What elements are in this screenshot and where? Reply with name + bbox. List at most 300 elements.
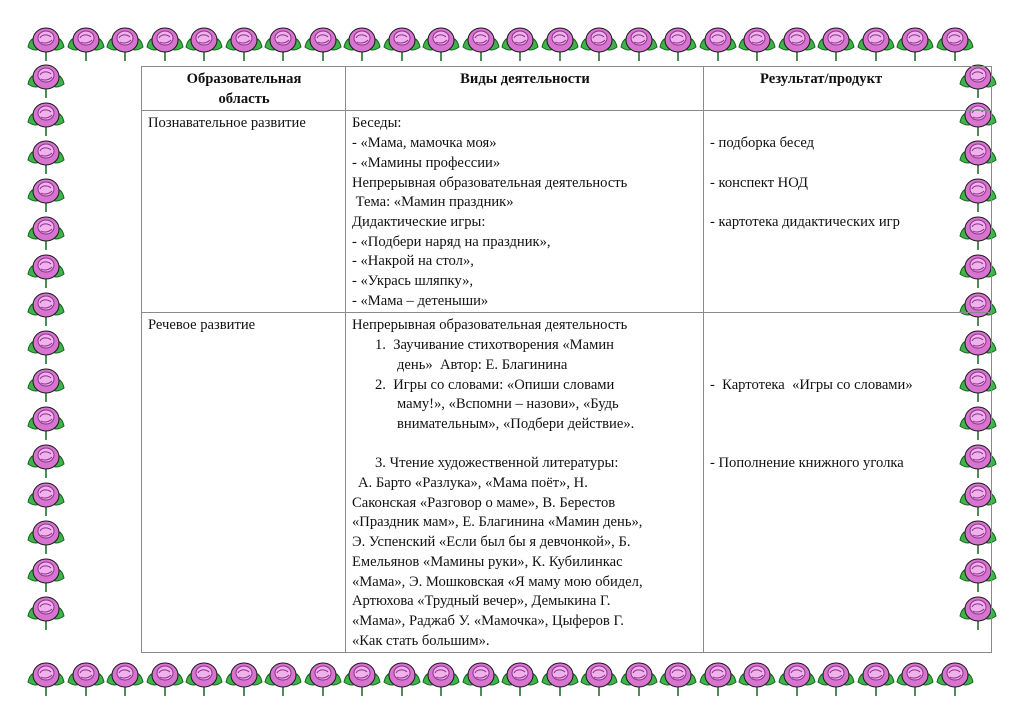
leaf-shape bbox=[423, 38, 437, 50]
rose-petals bbox=[902, 663, 928, 687]
rose-petals bbox=[270, 663, 296, 687]
pink-rose-icon bbox=[28, 445, 64, 478]
leaf-shape bbox=[107, 38, 121, 50]
rose-petals bbox=[823, 663, 849, 687]
pink-rose-icon bbox=[28, 559, 64, 592]
leaf-shape bbox=[129, 673, 143, 685]
rose-petals-inner bbox=[789, 31, 805, 45]
pink-rose-icon bbox=[937, 28, 973, 61]
cell-area bbox=[142, 313, 346, 653]
header-text: область bbox=[218, 90, 270, 107]
leaf-shape bbox=[603, 38, 617, 50]
pink-rose-icon bbox=[739, 28, 775, 61]
leaf-shape bbox=[643, 38, 657, 50]
leaf-shape bbox=[287, 673, 301, 685]
pink-rose-icon bbox=[107, 28, 143, 61]
rose-swirl bbox=[633, 670, 645, 678]
rose-petals bbox=[73, 663, 99, 687]
table-header-row bbox=[142, 67, 992, 111]
pink-rose-icon bbox=[384, 663, 420, 696]
spacer bbox=[710, 395, 986, 415]
leaf-shape bbox=[502, 38, 516, 50]
leaf-shape bbox=[818, 673, 832, 685]
leaf-shape bbox=[50, 493, 64, 505]
reading-line: Артюхова «Трудный вечер», Демыкина Г. bbox=[352, 593, 611, 610]
pink-rose-icon bbox=[28, 217, 64, 250]
leaf-shape bbox=[28, 113, 42, 125]
rose-swirl bbox=[712, 35, 724, 43]
rose-petals bbox=[705, 663, 731, 687]
leaf-shape bbox=[147, 673, 161, 685]
pink-rose-icon bbox=[700, 28, 736, 61]
rose-petals-inner bbox=[117, 31, 133, 45]
leaf-shape bbox=[880, 38, 894, 50]
rose-petals-inner bbox=[38, 410, 54, 424]
rose-petals bbox=[152, 28, 178, 52]
leaf-shape bbox=[50, 151, 64, 163]
leaf-shape bbox=[779, 673, 793, 685]
cell-results bbox=[704, 111, 992, 313]
leaf-shape bbox=[682, 38, 696, 50]
rose-petals bbox=[231, 663, 257, 687]
rose-swirl bbox=[870, 670, 882, 678]
leaf-shape bbox=[700, 673, 714, 685]
activity-line: Дидактические игры: bbox=[352, 213, 486, 230]
rose-swirl bbox=[40, 224, 52, 232]
rose-petals-inner bbox=[196, 666, 212, 680]
activities-table bbox=[141, 66, 992, 653]
leaf-shape bbox=[581, 38, 595, 50]
table-row-speech-development bbox=[142, 313, 992, 653]
pink-rose-icon bbox=[897, 28, 933, 61]
rose-petals-inner bbox=[433, 666, 449, 680]
rose-petals-inner bbox=[473, 31, 489, 45]
pink-rose-icon bbox=[739, 663, 775, 696]
rose-swirl bbox=[159, 35, 171, 43]
pink-rose-icon bbox=[68, 663, 104, 696]
rose-petals bbox=[152, 663, 178, 687]
activity-line: - «Накрой на стол», bbox=[352, 253, 474, 270]
leaf-shape bbox=[682, 673, 696, 685]
leaf-shape bbox=[524, 38, 538, 50]
pink-rose-icon bbox=[265, 28, 301, 61]
rose-swirl bbox=[356, 670, 368, 678]
rose-petals bbox=[428, 28, 454, 52]
pink-rose-icon bbox=[463, 28, 499, 61]
leaf-shape bbox=[305, 673, 319, 685]
reading-line: «Праздник мам», Е. Благинина «Мамин день», bbox=[352, 514, 643, 531]
leaf-shape bbox=[28, 673, 42, 685]
activity-line: Беседы: bbox=[352, 115, 402, 132]
pink-rose-icon bbox=[818, 663, 854, 696]
spacer bbox=[710, 415, 986, 435]
pink-rose-icon bbox=[265, 663, 301, 696]
rose-petals-inner bbox=[38, 486, 54, 500]
leaf-shape bbox=[28, 493, 42, 505]
rose-swirl bbox=[949, 35, 961, 43]
leaf-shape bbox=[208, 38, 222, 50]
cell-activities bbox=[346, 111, 704, 313]
area-label: Речевое развитие bbox=[148, 317, 256, 334]
rose-petals-inner bbox=[38, 524, 54, 538]
rose-petals bbox=[33, 559, 59, 583]
area-label: Познавательное развитие bbox=[148, 115, 306, 132]
pink-rose-icon bbox=[28, 663, 64, 696]
rose-petals-inner bbox=[157, 666, 173, 680]
leaf-shape bbox=[603, 673, 617, 685]
leaf-shape bbox=[542, 38, 556, 50]
rose-petals-inner bbox=[433, 31, 449, 45]
rose-swirl bbox=[40, 148, 52, 156]
rose-petals-inner bbox=[38, 31, 54, 45]
pink-rose-icon bbox=[28, 65, 64, 98]
rose-swirl bbox=[40, 452, 52, 460]
rose-swirl bbox=[40, 262, 52, 270]
rose-petals-inner bbox=[749, 31, 765, 45]
rose-swirl bbox=[396, 35, 408, 43]
rose-petals-inner bbox=[38, 220, 54, 234]
rose-petals-inner bbox=[907, 31, 923, 45]
result-line: - картотека дидактических игр bbox=[710, 213, 900, 230]
rose-swirl bbox=[40, 376, 52, 384]
pink-rose-icon bbox=[28, 369, 64, 402]
leaf-shape bbox=[265, 673, 279, 685]
rose-swirl bbox=[909, 35, 921, 43]
pink-rose-icon bbox=[28, 407, 64, 440]
rose-petals-inner bbox=[117, 666, 133, 680]
cell-results bbox=[704, 313, 992, 653]
leaf-shape bbox=[28, 227, 42, 239]
rose-petals-inner bbox=[315, 666, 331, 680]
leaf-shape bbox=[248, 673, 262, 685]
rose-petals bbox=[33, 597, 59, 621]
pink-rose-icon bbox=[423, 663, 459, 696]
rose-swirl bbox=[80, 670, 92, 678]
header-text: Результат/продукт bbox=[760, 71, 883, 87]
rose-petals-inner bbox=[591, 31, 607, 45]
rose-petals-inner bbox=[670, 666, 686, 680]
rose-petals-inner bbox=[394, 666, 410, 680]
rose-petals bbox=[33, 483, 59, 507]
rose-petals bbox=[863, 663, 889, 687]
rose-petals bbox=[33, 65, 59, 89]
leaf-shape bbox=[524, 673, 538, 685]
leaf-shape bbox=[406, 673, 420, 685]
numbered-item-cont: внимательным», «Подбери действие». bbox=[397, 415, 635, 432]
rose-petals bbox=[586, 28, 612, 52]
pink-rose-icon bbox=[423, 28, 459, 61]
header-text: Образовательная bbox=[186, 71, 302, 87]
pink-rose-icon bbox=[147, 663, 183, 696]
leaf-shape bbox=[90, 673, 104, 685]
rose-petals bbox=[231, 28, 257, 52]
rose-petals bbox=[33, 179, 59, 203]
leaf-shape bbox=[50, 303, 64, 315]
activity-line: Непрерывная образовательная деятельность bbox=[352, 317, 628, 334]
spacer bbox=[710, 193, 986, 213]
rose-petals bbox=[33, 521, 59, 545]
rose-swirl bbox=[791, 670, 803, 678]
rose-petals bbox=[744, 28, 770, 52]
leaf-shape bbox=[502, 673, 516, 685]
activity-line: Тема: «Мамин праздник» bbox=[352, 194, 514, 211]
leaf-shape bbox=[406, 38, 420, 50]
leaf-shape bbox=[897, 38, 911, 50]
leaf-shape bbox=[28, 265, 42, 277]
leaf-shape bbox=[50, 673, 64, 685]
rose-swirl bbox=[554, 35, 566, 43]
rose-swirl bbox=[751, 670, 763, 678]
leaf-shape bbox=[305, 38, 319, 50]
rose-petals-inner bbox=[275, 666, 291, 680]
rose-petals bbox=[942, 663, 968, 687]
rose-swirl bbox=[159, 670, 171, 678]
rose-petals-inner bbox=[907, 666, 923, 680]
leaf-shape bbox=[564, 38, 578, 50]
reading-line: «Мама», Раджаб У. «Мамочка», Цыферов Г. bbox=[352, 612, 624, 629]
leaf-shape bbox=[937, 673, 951, 685]
reading-line: Емельянов «Мамины руки», К. Кубилинкас bbox=[352, 553, 623, 570]
rose-petals-inner bbox=[38, 68, 54, 82]
leaf-shape bbox=[739, 673, 753, 685]
rose-petals-inner bbox=[591, 666, 607, 680]
rose-swirl bbox=[238, 35, 250, 43]
rose-petals bbox=[468, 663, 494, 687]
rose-petals bbox=[33, 103, 59, 127]
rose-swirl bbox=[712, 670, 724, 678]
rose-petals-inner bbox=[512, 666, 528, 680]
activity-line: - «Мамины профессии» bbox=[352, 154, 501, 171]
pink-rose-icon bbox=[28, 141, 64, 174]
rose-petals bbox=[112, 663, 138, 687]
rose-petals-inner bbox=[157, 31, 173, 45]
rose-petals bbox=[310, 28, 336, 52]
leaf-shape bbox=[50, 569, 64, 581]
rose-swirl bbox=[198, 670, 210, 678]
rose-swirl bbox=[198, 35, 210, 43]
rose-petals-inner bbox=[789, 666, 805, 680]
rose-swirl bbox=[830, 35, 842, 43]
leaf-shape bbox=[50, 607, 64, 619]
rose-petals bbox=[942, 28, 968, 52]
leaf-shape bbox=[485, 673, 499, 685]
pink-rose-icon bbox=[28, 597, 64, 630]
rose-petals bbox=[33, 255, 59, 279]
header-result-product bbox=[704, 67, 992, 111]
leaf-shape bbox=[28, 417, 42, 429]
leaf-shape bbox=[840, 673, 854, 685]
rose-petals bbox=[626, 28, 652, 52]
rose-swirl bbox=[80, 35, 92, 43]
rose-petals bbox=[33, 331, 59, 355]
leaf-shape bbox=[643, 673, 657, 685]
rose-petals-inner bbox=[38, 666, 54, 680]
pink-rose-icon bbox=[28, 28, 64, 61]
spacer bbox=[710, 154, 986, 174]
activity-line: - «Укрась шляпку», bbox=[352, 273, 474, 290]
leaf-shape bbox=[739, 38, 753, 50]
rose-petals-inner bbox=[354, 31, 370, 45]
result-line: - Пополнение книжного уголка bbox=[710, 455, 904, 472]
rose-petals-inner bbox=[749, 666, 765, 680]
header-text: Виды деятельности bbox=[460, 71, 590, 87]
rose-swirl bbox=[40, 604, 52, 612]
spacer bbox=[710, 114, 986, 134]
activity-line: - «Подбери наряд на праздник», bbox=[352, 233, 551, 250]
rose-petals-inner bbox=[38, 448, 54, 462]
rose-swirl bbox=[356, 35, 368, 43]
rose-petals bbox=[665, 28, 691, 52]
pink-rose-icon bbox=[818, 28, 854, 61]
rose-petals-inner bbox=[315, 31, 331, 45]
rose-swirl bbox=[435, 35, 447, 43]
pink-rose-icon bbox=[28, 103, 64, 136]
pink-rose-icon bbox=[897, 663, 933, 696]
leaf-shape bbox=[50, 189, 64, 201]
leaf-shape bbox=[423, 673, 437, 685]
rose-swirl bbox=[514, 35, 526, 43]
rose-petals bbox=[112, 28, 138, 52]
pink-rose-icon bbox=[344, 663, 380, 696]
rose-swirl bbox=[40, 490, 52, 498]
rose-swirl bbox=[672, 35, 684, 43]
leaf-shape bbox=[384, 38, 398, 50]
rose-petals-inner bbox=[631, 31, 647, 45]
rose-petals bbox=[389, 28, 415, 52]
leaf-shape bbox=[564, 673, 578, 685]
leaf-shape bbox=[485, 38, 499, 50]
rose-petals bbox=[33, 217, 59, 241]
rose-petals bbox=[191, 663, 217, 687]
rose-petals-inner bbox=[868, 666, 884, 680]
pink-rose-icon bbox=[226, 28, 262, 61]
leaf-shape bbox=[700, 38, 714, 50]
activity-line: - «Мама – детеныши» bbox=[352, 292, 489, 309]
rose-swirl bbox=[949, 670, 961, 678]
rose-petals bbox=[507, 28, 533, 52]
rose-petals bbox=[902, 28, 928, 52]
rose-petals-inner bbox=[38, 182, 54, 196]
rose-petals-inner bbox=[38, 144, 54, 158]
leaf-shape bbox=[621, 38, 635, 50]
rose-swirl bbox=[40, 35, 52, 43]
reading-line: «Как стать большим». bbox=[352, 632, 490, 649]
rose-petals bbox=[626, 663, 652, 687]
leaf-shape bbox=[50, 455, 64, 467]
rose-swirl bbox=[40, 670, 52, 678]
leaf-shape bbox=[107, 673, 121, 685]
leaf-shape bbox=[50, 379, 64, 391]
rose-petals-inner bbox=[552, 666, 568, 680]
result-line: - подборка бесед bbox=[710, 135, 815, 152]
leaf-shape bbox=[28, 189, 42, 201]
rose-petals bbox=[349, 28, 375, 52]
pink-rose-icon bbox=[147, 28, 183, 61]
rose-petals bbox=[33, 663, 59, 687]
rose-swirl bbox=[791, 35, 803, 43]
leaf-shape bbox=[50, 227, 64, 239]
rose-petals bbox=[705, 28, 731, 52]
rose-swirl bbox=[40, 566, 52, 574]
leaf-shape bbox=[722, 38, 736, 50]
leaf-shape bbox=[344, 673, 358, 685]
reading-line: Э. Успенский «Если был бы я девчонкой», Б. bbox=[352, 534, 631, 551]
activity-line: - «Мама, мамочка моя» bbox=[352, 135, 497, 152]
leaf-shape bbox=[880, 673, 894, 685]
leaf-shape bbox=[265, 38, 279, 50]
pink-rose-icon bbox=[660, 28, 696, 61]
rose-petals-inner bbox=[78, 666, 94, 680]
rose-swirl bbox=[40, 300, 52, 308]
rose-petals-inner bbox=[236, 31, 252, 45]
leaf-shape bbox=[660, 38, 674, 50]
rose-petals-inner bbox=[868, 31, 884, 45]
rose-swirl bbox=[317, 35, 329, 43]
reading-line: А. Барто «Разлука», «Мама поёт», Н. bbox=[358, 475, 588, 492]
rose-petals bbox=[428, 663, 454, 687]
leaf-shape bbox=[208, 673, 222, 685]
rose-petals bbox=[33, 369, 59, 393]
rose-petals-inner bbox=[38, 372, 54, 386]
spacer bbox=[710, 336, 986, 356]
spacer bbox=[710, 316, 986, 336]
rose-petals-inner bbox=[947, 31, 963, 45]
leaf-shape bbox=[327, 673, 341, 685]
rose-petals-inner bbox=[38, 106, 54, 120]
leaf-shape bbox=[50, 38, 64, 50]
numbered-item: 2. Игры со словами: «Опиши словами bbox=[375, 376, 615, 393]
rose-swirl bbox=[435, 670, 447, 678]
table-row-cognitive-development bbox=[142, 111, 992, 313]
leaf-shape bbox=[50, 417, 64, 429]
spacer bbox=[710, 356, 986, 376]
rose-swirl bbox=[396, 670, 408, 678]
leaf-shape bbox=[937, 38, 951, 50]
activity-line: Непрерывная образовательная деятельность bbox=[352, 174, 628, 191]
cell-activities bbox=[346, 313, 704, 653]
leaf-shape bbox=[897, 673, 911, 685]
pink-rose-icon bbox=[305, 28, 341, 61]
rose-petals-inner bbox=[710, 31, 726, 45]
pink-rose-icon bbox=[28, 293, 64, 326]
rose-petals bbox=[191, 28, 217, 52]
leaf-shape bbox=[581, 673, 595, 685]
leaf-shape bbox=[186, 673, 200, 685]
reading-line: Саконская «Разговор о маме», В. Берестов bbox=[352, 494, 616, 511]
pink-rose-icon bbox=[581, 663, 617, 696]
pink-rose-icon bbox=[700, 663, 736, 696]
rose-swirl bbox=[672, 670, 684, 678]
leaf-shape bbox=[660, 673, 674, 685]
rose-swirl bbox=[514, 670, 526, 678]
rose-petals bbox=[784, 28, 810, 52]
pink-rose-icon bbox=[502, 663, 538, 696]
leaf-shape bbox=[28, 75, 42, 87]
pink-rose-icon bbox=[186, 663, 222, 696]
rose-petals-inner bbox=[236, 666, 252, 680]
reading-line: «Мама», Э. Мошковская «Я маму мою обидел, bbox=[352, 573, 643, 590]
leaf-shape bbox=[959, 673, 973, 685]
pink-rose-icon bbox=[107, 663, 143, 696]
rose-petals-inner bbox=[828, 31, 844, 45]
rose-petals-inner bbox=[38, 258, 54, 272]
pink-rose-icon bbox=[581, 28, 617, 61]
leaf-shape bbox=[129, 38, 143, 50]
rose-swirl bbox=[830, 670, 842, 678]
spacer bbox=[710, 435, 986, 455]
rose-petals bbox=[823, 28, 849, 52]
rose-petals bbox=[310, 663, 336, 687]
